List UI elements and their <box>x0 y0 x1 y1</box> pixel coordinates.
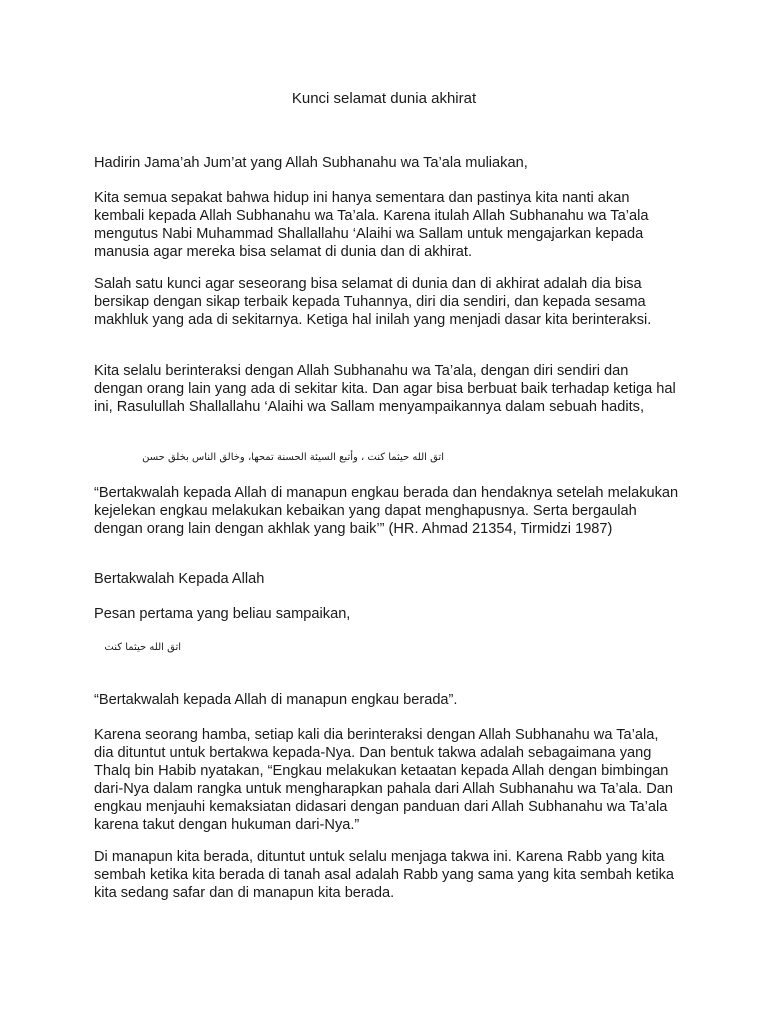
paragraph-5: Karena seorang hamba, setiap kali dia berinteraksi dengan Allah Subhanahu wa Ta’ala, dia dituntut untuk bertakwa kepada-Nya. Dan bentuk takwa adalah sebagaimana yang Thalq bin Habib nyatakan, “Engkau melakukan ketaatan kepada Allah dengan bimbingan dari-Nya dalam rangka untuk mengharapkan pahala dari Allah Subhanahu wa Ta’ala. Dan engkau menjauhi kemaksiatan didasari dengan panduan dari Allah Subhanahu wa Ta’ala karena takut dengan hukuman dari-Nya.” <box>94 727 673 833</box>
paragraph-2: Salah satu kunci agar seseorang bisa selamat di dunia dan di akhirat adalah dia bisa bersikap dengan sikap terbaik kepada Tuhannya, diri dia sendiri, dan kepada sesama makhluk yang ada di sekitarnya. Ketiga hal inilah yang menjadi dasar kita berinteraksi. <box>94 276 652 328</box>
greeting-paragraph: Hadirin Jama’ah Jum’at yang Allah Subhanahu wa Ta’ala muliakan, <box>94 155 528 171</box>
paragraph-1: Kita semua sepakat bahwa hidup ini hanya sementara dan pastinya kita nanti akan kembali kepada Allah Subhanahu wa Ta’ala. Karena itulah Allah Subhanahu wa Ta’ala mengutus Nabi Muhammad Shallallahu ‘Alaihi wa Sallam untuk mengajarkan kepada manusia agar mereka bisa selamat di dunia dan di akhirat. <box>94 190 649 260</box>
paragraph-4: Pesan pertama yang beliau sampaikan, <box>94 606 351 622</box>
arabic-hadith-short: اتق الله حيثما كنت <box>104 642 181 653</box>
section-heading-takwa: Bertakwalah Kepada Allah <box>94 571 265 587</box>
quote-short-translation: “Bertakwalah kepada Allah di manapun engkau berada”. <box>94 692 458 708</box>
document-title: Kunci selamat dunia akhirat <box>291 90 477 107</box>
paragraph-3: Kita selalu berinteraksi dengan Allah Subhanahu wa Ta’ala, dengan diri sendiri dan dengan orang lain yang ada di sekitar kita. Dan agar bisa berbuat baik terhadap ketiga hal ini, Rasulullah Shallallahu ‘Alaihi wa Sallam menyampaikannya dalam sebuah hadits, <box>94 363 676 415</box>
arabic-hadith-full: اتق الله حيثما كنت ، وأتبع السيئة الحسنة تمحها، وخالق الناس بخلق حسن <box>142 452 444 463</box>
paragraph-6: Di manapun kita berada, dituntut untuk selalu menjaga takwa ini. Karena Rabb yang kita sembah ketika kita berada di tanah asal adalah Rabb yang sama yang kita sembah ketika kita sedang safar dan di manapun kita berada. <box>94 849 675 901</box>
quote-hadith-translation: “Bertakwalah kepada Allah di manapun engkau berada dan hendaknya setelah melakukan kejelekan engkau melakukan kebaikan yang dapat menghapusnya. Serta bergaulah dengan orang lain dengan akhlak yang baik’” (HR. Ahmad 21354, Tirmidzi 1987) <box>94 485 679 537</box>
